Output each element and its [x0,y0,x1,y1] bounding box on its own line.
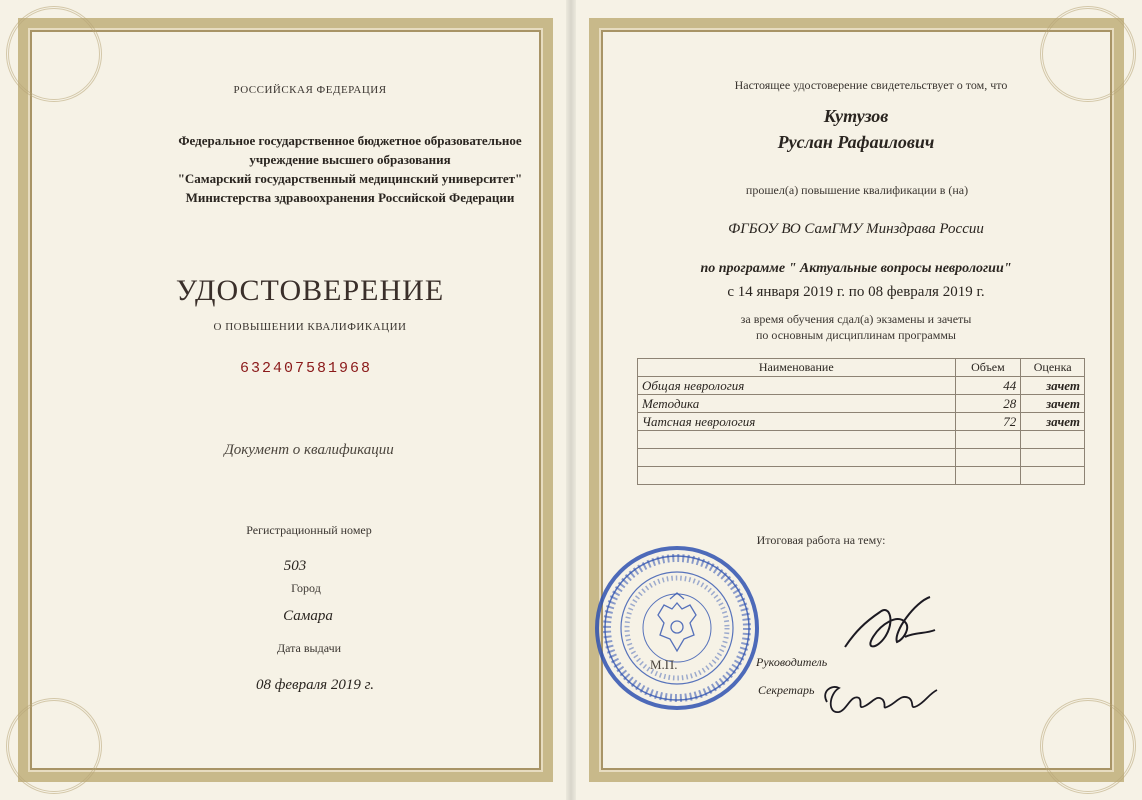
final-work-label: Итоговая работа на тему: [756,533,886,547]
exams-line-1: за время обучения сдал(а) экзамены и зачеты [740,312,972,326]
corner-ornament [1040,698,1136,794]
column-header-volume: Объем [955,359,1021,377]
empty-cell [638,467,956,485]
org-line-1: Федеральное государственное бюджетное образовательное [178,133,522,148]
discipline-grade: зачет [1021,413,1085,431]
empty-cell [638,449,956,467]
eagle-emblem-icon [658,593,696,651]
empty-cell [1021,467,1085,485]
secretary-signature [817,672,942,722]
institution-name: ФГБОУ ВО СамГМУ Минздрава России [728,221,984,237]
org-line-3: "Самарский государственный медицинский университет" [177,171,523,186]
org-line-2: учреждение высшего образования [249,152,451,167]
passed-text: прошел(а) повышение квалификации в (на) [745,183,969,197]
grades-table [637,358,1085,485]
column-header-name: Наименование [638,359,956,377]
recipient-surname: Кутузов [823,106,889,126]
head-label: Руководитель [756,655,828,669]
table-row [638,467,1085,485]
document-subtitle: О ПОВЫШЕНИИ КВАЛИФИКАЦИИ [213,321,407,333]
document-title: УДОСТОВЕРЕНИЕ [175,274,445,307]
serial-number: 632407581968 [239,360,373,377]
discipline-hours: 44 [955,377,1021,395]
head-signature [835,592,945,662]
discipline-name: Методика [638,395,956,413]
document-type: Документ о квалификации [224,442,394,458]
official-seal [592,543,762,713]
table-row [638,395,1085,413]
program-title: по программе " Актуальные вопросы неврологии" [700,261,1012,276]
issue-date: 08 февраля 2019 г. [256,677,374,693]
corner-ornament [6,698,102,794]
column-header-grade: Оценка [1021,359,1085,377]
registration-number: 503 [283,558,307,574]
table-row [638,449,1085,467]
stamp-place-mark: М.П. [650,657,678,672]
discipline-hours: 28 [955,395,1021,413]
issue-date-label: Дата выдачи [276,641,342,655]
recipient-name: Руслан Рафаилович [777,132,935,152]
discipline-hours: 72 [955,413,1021,431]
city-value: Самара [283,608,333,624]
country-label: РОССИЙСКАЯ ФЕДЕРАЦИЯ [233,84,387,96]
grades-table-header [638,359,1085,377]
discipline-name: Чатсная неврология [638,413,956,431]
empty-cell [955,449,1021,467]
table-row [638,413,1085,431]
empty-cell [1021,431,1085,449]
discipline-grade: зачет [1021,395,1085,413]
discipline-name: Общая неврология [638,377,956,395]
exams-line-2: по основным дисциплинам программы [755,328,956,342]
city-label: Город [291,581,321,595]
table-row [638,377,1085,395]
discipline-grade: зачет [1021,377,1085,395]
empty-cell [638,431,956,449]
registration-label: Регистрационный номер [246,523,372,537]
table-row [638,431,1085,449]
empty-cell [1021,449,1085,467]
empty-cell [955,431,1021,449]
intro-text: Настоящее удостоверение свидетельствует о том, что [734,78,1008,92]
study-period: с 14 января 2019 г. по 08 февраля 2019 г. [727,284,985,300]
org-line-4: Министерства здравоохранения Российской Федерации [185,190,515,205]
empty-cell [955,467,1021,485]
secretary-label: Секретарь [758,683,815,697]
